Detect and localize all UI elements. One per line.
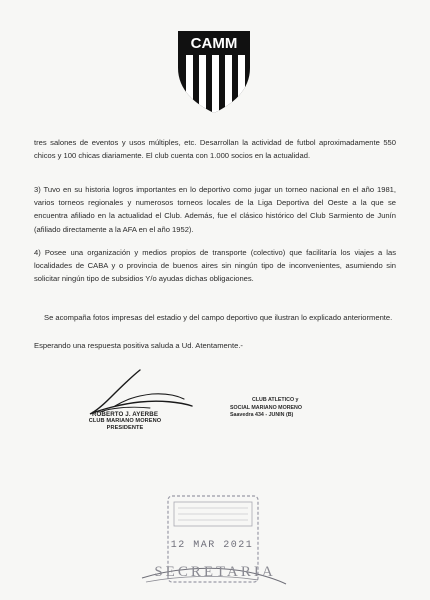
club-address-stamp [230, 397, 340, 420]
paragraph-photos: Se acompaña fotos impresas del estadio y del campo deportivo que ilustran lo explicado anteriormente. [44, 313, 393, 322]
club-stamp-line2: SOCIAL MARIANO MORENO [230, 404, 302, 411]
crest-text: CAMM [190, 35, 238, 52]
paragraph-facilities: tres salones de eventos y usos múltiples, etc. Desarrollan la actividad de futbol aproximadamente 550 chicos y 100 chicas diariamente. El club cuenta con 1.000 socios en la actualidad. [34, 138, 396, 161]
crest-shield [175, 28, 253, 116]
seal-date: 12 MAR 2021 [170, 540, 254, 551]
signature-block [60, 362, 200, 452]
signature-name-stamp [70, 411, 180, 432]
seal-word: SECRETARIA [154, 564, 276, 580]
club-stamp-line3: Saavedra 434 - JUNIN (B) [230, 412, 294, 418]
paragraph-transport: 4) Posee una organización y medios propios de transporte (colectivo) que facilitaría los viajes a las localidades de CABA y o provincia de buenos aires sin ningún tipo de inconvenientes, asumiendo sin solicitar ningún tipo de subsidios Y/o ayudas dichas obligaciones. [34, 248, 396, 284]
club-crest-icon [175, 28, 253, 116]
club-stamp-line1: CLUB ATLETICO y [252, 397, 299, 403]
signer-club: CLUB MARIANO MORENO [88, 418, 162, 424]
paragraph-closing: Esperando una respuesta positiva saluda a Ud. Atentamente.- [34, 341, 243, 350]
signer-name: ROBERTO J. AYERBE [91, 411, 159, 418]
signer-role: PRESIDENTE [106, 425, 144, 431]
paragraph-history: 3) Tuvo en su historia logros importantes en lo deportivo como jugar un torneo nacional en el año 1981, varios torneos regionales y numerosos torneos locales de la Liga Deportiva del Oeste a la que se encuentra afiliado en la actualidad el Club. Además, fue el clásico histórico del Club Sarmiento de Junín (afiliado directamente a la AFA en el año 1952). [34, 185, 396, 234]
